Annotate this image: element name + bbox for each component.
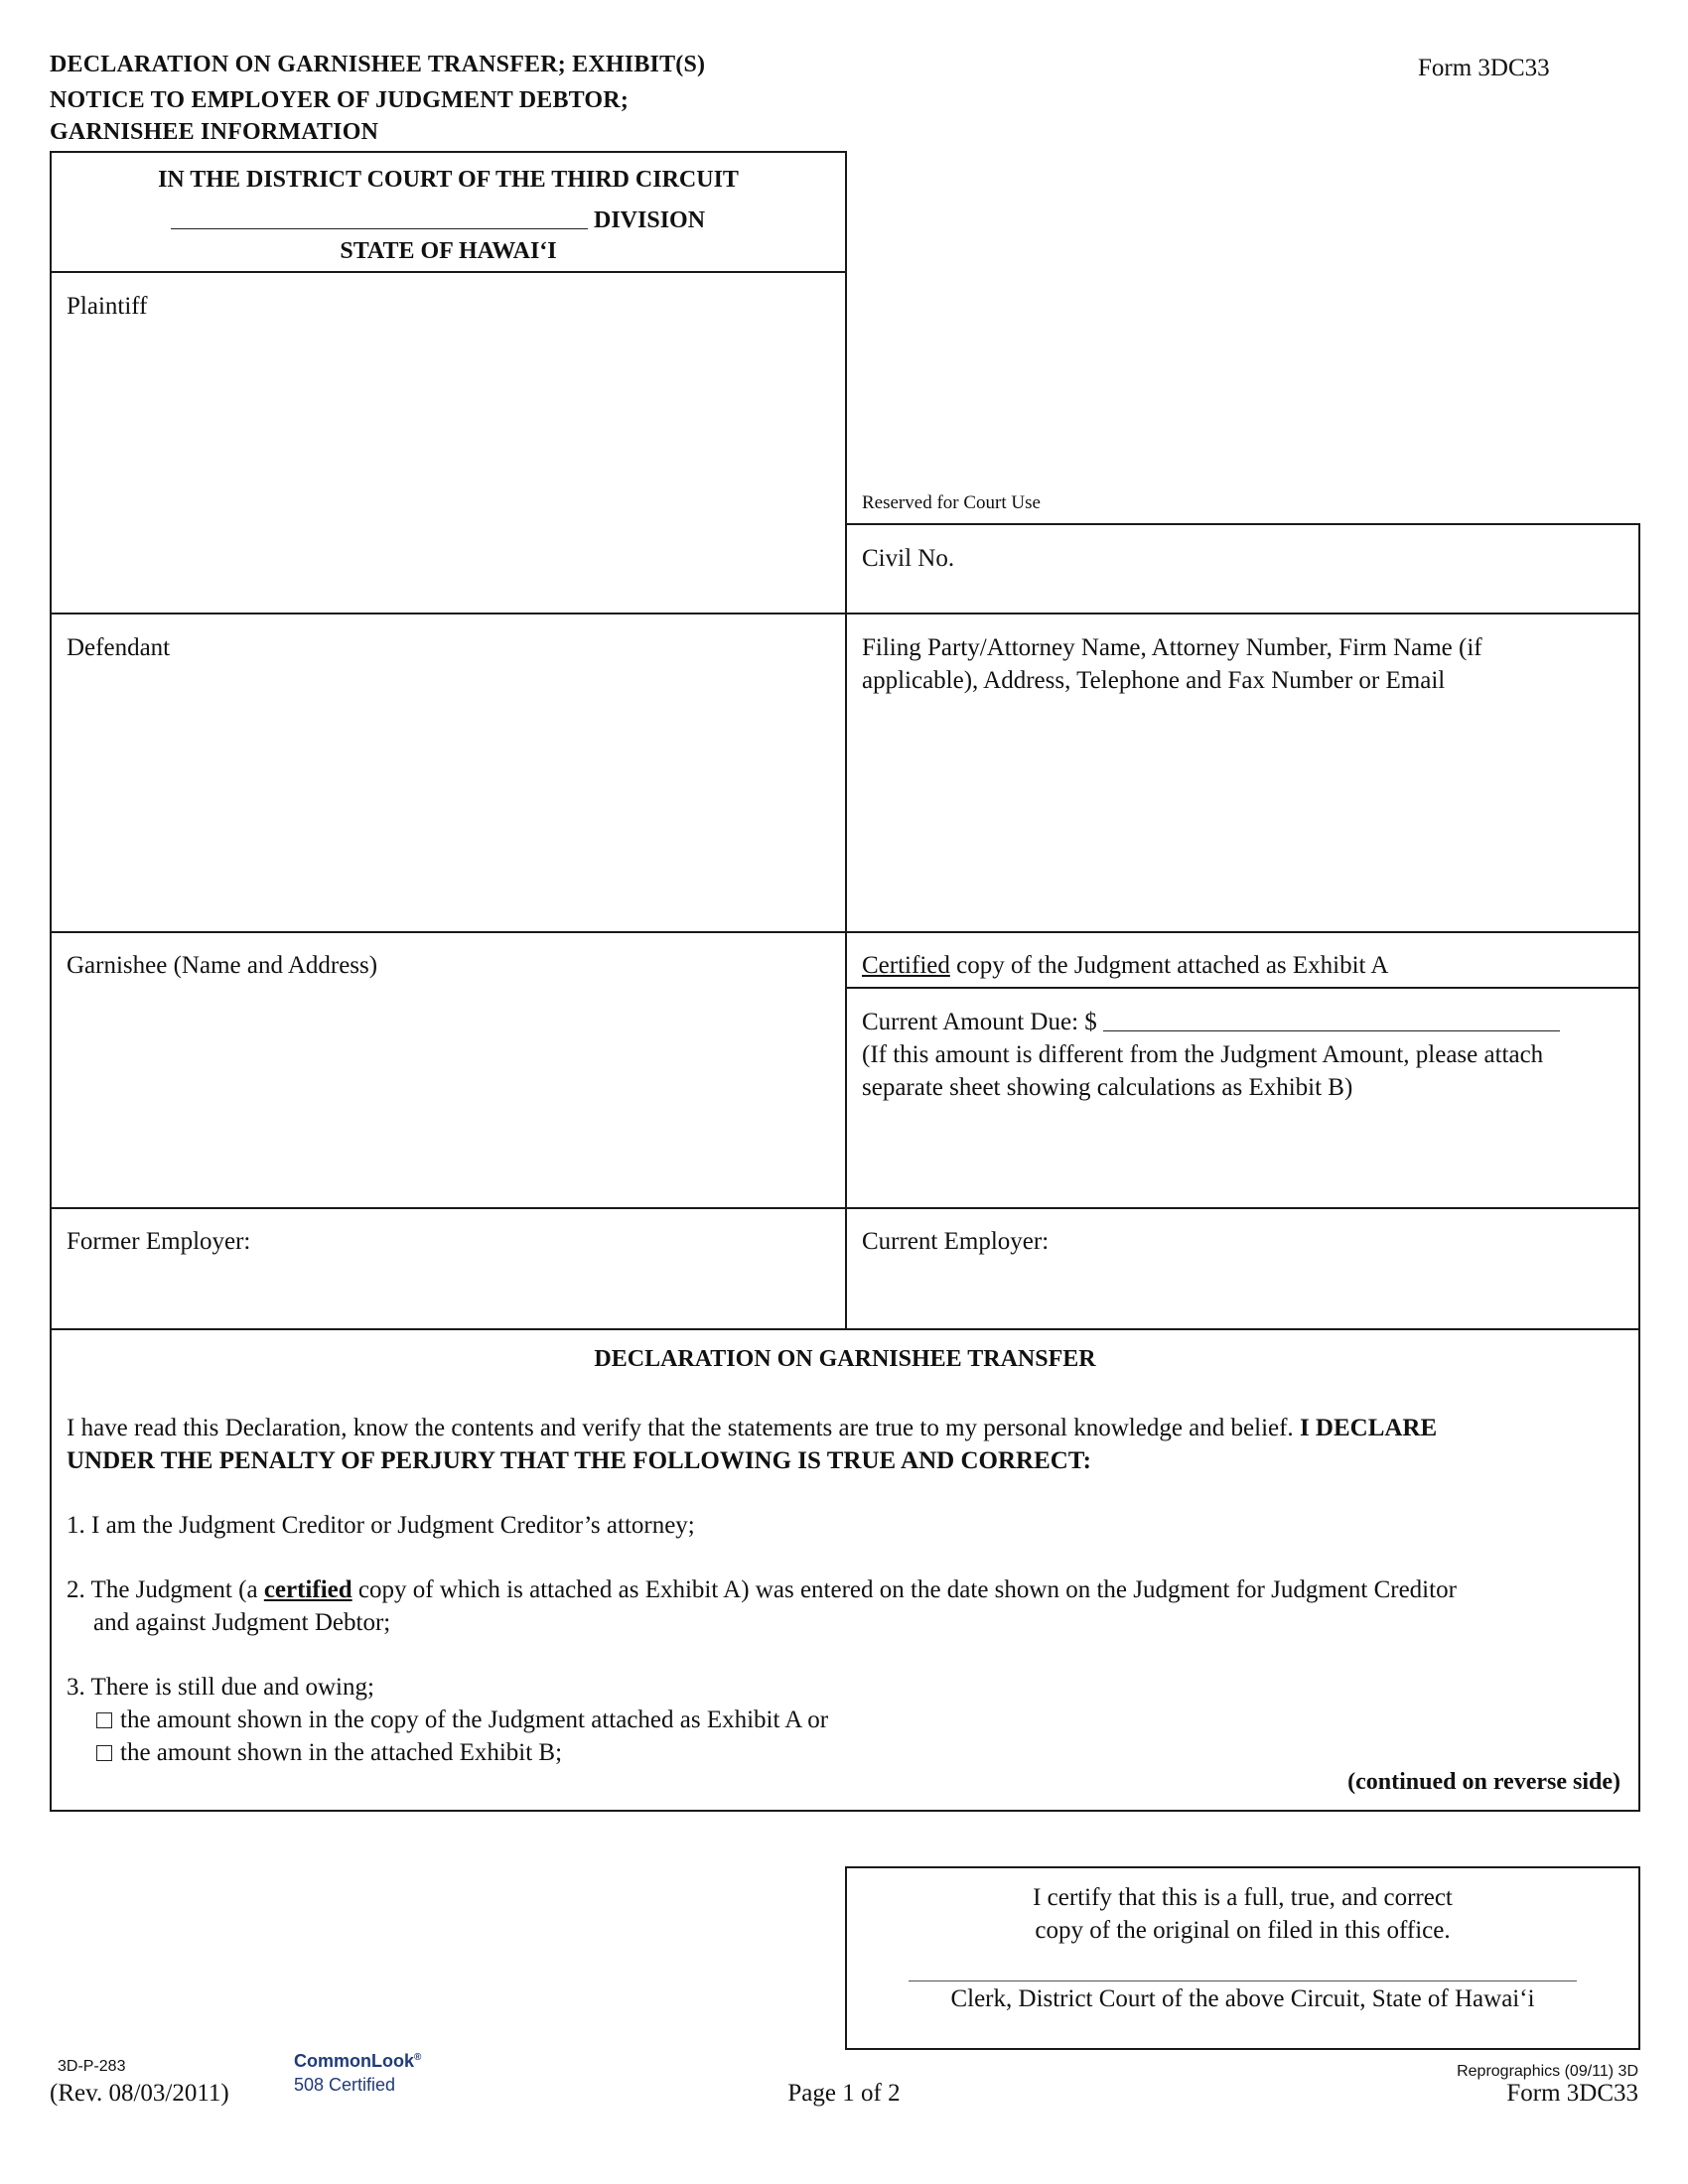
declaration-intro-bold2: UNDER THE PENALTY OF PERJURY THAT THE FOLLOWING IS TRUE AND CORRECT: bbox=[67, 1447, 1091, 1474]
division-blank[interactable] bbox=[171, 205, 588, 229]
declaration-heading: DECLARATION ON GARNISHEE TRANSFER bbox=[594, 1346, 1096, 1372]
exhibit-a-checkbox[interactable] bbox=[96, 1712, 112, 1728]
commonlook-logo bbox=[294, 2051, 421, 2072]
row-divider-4 bbox=[50, 1328, 1640, 1330]
certify-line2: copy of the original on filed in this office. bbox=[1035, 1917, 1451, 1944]
current-employer-label: Current Employer: bbox=[862, 1228, 1050, 1255]
civil-no-label: Civil No. bbox=[862, 545, 955, 572]
row-divider-certified bbox=[845, 987, 1640, 989]
declaration-intro bbox=[67, 1412, 1625, 1477]
footer-form-number: Form 3DC33 bbox=[1506, 2080, 1638, 2107]
filing-party-label-line2: applicable), Address, Telephone and Fax Number or Email bbox=[862, 667, 1446, 694]
grid-right-border bbox=[1638, 523, 1640, 1330]
item2-certified: certified bbox=[263, 1576, 352, 1603]
footer-form-code: 3D-P-283 bbox=[58, 2058, 126, 2075]
clerk-signature-line bbox=[909, 1980, 1577, 1981]
amount-due-label: Current Amount Due: $ bbox=[862, 1009, 1097, 1035]
commonlook-reg: ® bbox=[414, 2052, 422, 2063]
item3-option-1 bbox=[96, 1704, 828, 1736]
current-employer-field[interactable] bbox=[1082, 1217, 1633, 1321]
court-name: IN THE DISTRICT COURT OF THE THIRD CIRCUIT bbox=[158, 167, 739, 193]
row-divider-1 bbox=[50, 613, 1640, 614]
item3-option-2 bbox=[96, 1736, 562, 1769]
amount-due-line bbox=[862, 1006, 1560, 1038]
form-title: DECLARATION ON GARNISHEE TRANSFER; EXHIBIT(S) bbox=[50, 52, 706, 77]
declaration-intro-text: I have read this Declaration, know the contents and verify that the statements are true to my personal knowledge and belief. bbox=[67, 1415, 1300, 1441]
declaration-intro-bold1: I DECLARE bbox=[1299, 1415, 1438, 1441]
declaration-right-border bbox=[1638, 1328, 1640, 1812]
defendant-field[interactable] bbox=[53, 669, 843, 927]
reserved-court-use-label: Reserved for Court Use bbox=[862, 492, 1041, 513]
certified-copy-text: copy of the Judgment attached as Exhibit A bbox=[949, 952, 1389, 979]
defendant-label: Defendant bbox=[67, 634, 171, 661]
former-employer-field[interactable] bbox=[288, 1217, 839, 1321]
amount-note-line2: separate sheet showing calculations as Exhibit B) bbox=[862, 1074, 1353, 1101]
form-number-header: Form 3DC33 bbox=[1418, 55, 1550, 81]
declaration-bottom-border bbox=[50, 1810, 1640, 1812]
division-line bbox=[171, 205, 705, 234]
item3-option-2-text: the amount shown in the attached Exhibit B; bbox=[120, 1739, 563, 1766]
declaration-left-border bbox=[50, 1328, 52, 1812]
declaration-item-2 bbox=[67, 1573, 1635, 1606]
declaration-item-2-cont: and against Judgment Debtor; bbox=[93, 1609, 391, 1636]
declaration-item-3: 3. There is still due and owing; bbox=[67, 1674, 374, 1701]
footer-reprographics: Reprographics (09/11) 3D bbox=[1457, 2063, 1638, 2080]
filing-party-label-line1: Filing Party/Attorney Name, Attorney Number, Firm Name (if bbox=[862, 634, 1482, 661]
court-state: STATE OF HAWAI‘I bbox=[340, 238, 557, 264]
plaintiff-label: Plaintiff bbox=[67, 293, 148, 320]
certified-508-badge: 508 Certified bbox=[294, 2075, 396, 2095]
division-label: DIVISION bbox=[594, 207, 706, 233]
continued-note: (continued on reverse side) bbox=[1347, 1769, 1620, 1795]
row-divider-3 bbox=[50, 1207, 1640, 1209]
certified-word: Certified bbox=[862, 952, 950, 979]
commonlook-text: CommonLook bbox=[294, 2051, 414, 2071]
footer-revision: (Rev. 08/03/2011) bbox=[50, 2080, 229, 2107]
form-subtitle-notice: NOTICE TO EMPLOYER OF JUDGMENT DEBTOR; bbox=[50, 87, 630, 113]
item2-text-b: copy of which is attached as Exhibit A) was entered on the date shown on the Judgment for Judgment Creditor bbox=[352, 1576, 1457, 1603]
footer-page-number: Page 1 of 2 bbox=[787, 2080, 901, 2107]
grid-middle-border bbox=[845, 271, 847, 1330]
item3-option-1-text: the amount shown in the copy of the Judgment attached as Exhibit A or bbox=[120, 1706, 829, 1733]
civil-no-top-border bbox=[845, 523, 1640, 525]
declaration-item-1: 1. I am the Judgment Creditor or Judgment Creditor’s attorney; bbox=[67, 1512, 695, 1539]
amount-note-line1: (If this amount is different from the Judgment Amount, please attach bbox=[862, 1041, 1544, 1068]
grid-left-border bbox=[50, 271, 52, 1330]
clerk-signature-label: Clerk, District Court of the above Circuit, State of Hawai‘i bbox=[950, 1985, 1535, 2012]
filing-party-field[interactable] bbox=[848, 705, 1636, 927]
certified-copy-statement bbox=[862, 949, 1388, 982]
garnishee-label: Garnishee (Name and Address) bbox=[67, 952, 378, 979]
civil-no-field[interactable] bbox=[983, 536, 1628, 606]
former-employer-label: Former Employer: bbox=[67, 1228, 251, 1255]
plaintiff-field[interactable] bbox=[53, 328, 843, 610]
amount-due-input[interactable] bbox=[1103, 1007, 1560, 1031]
certify-line1: I certify that this is a full, true, and correct bbox=[1033, 1884, 1453, 1911]
row-divider-2 bbox=[50, 931, 1640, 933]
exhibit-b-checkbox[interactable] bbox=[96, 1745, 112, 1761]
garnishee-field[interactable] bbox=[53, 987, 843, 1203]
form-subtitle-garnishee: GARNISHEE INFORMATION bbox=[50, 119, 379, 145]
item2-text-a: 2. The Judgment (a bbox=[67, 1576, 264, 1603]
